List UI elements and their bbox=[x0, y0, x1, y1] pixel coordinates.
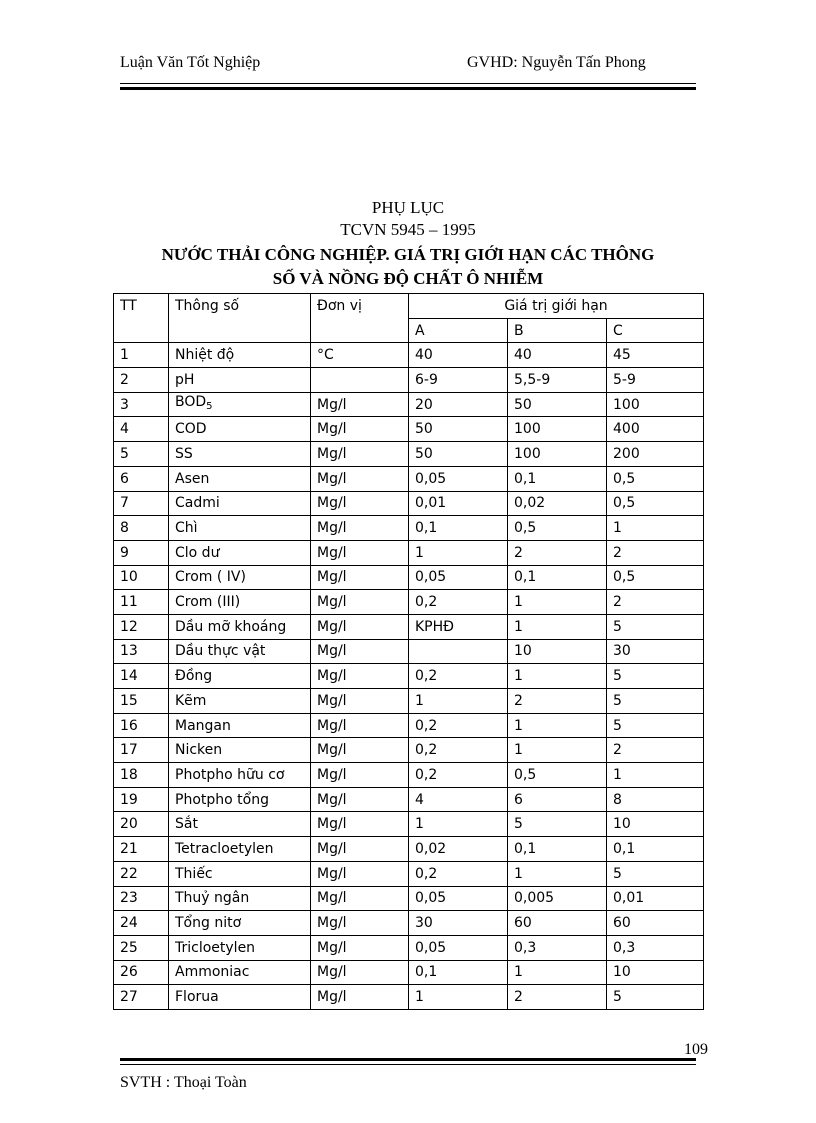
cell-limit-c: 2 bbox=[607, 590, 704, 615]
cell-unit: Mg/l bbox=[311, 837, 409, 862]
table-row bbox=[114, 985, 704, 1010]
header-advisor: GVHD: Nguyễn Tấn Phong bbox=[467, 54, 646, 71]
cell-limit-a: 0,02 bbox=[409, 837, 508, 862]
table-row bbox=[114, 689, 704, 714]
cell-tt: 23 bbox=[114, 886, 169, 911]
header-limit-group: Giá trị giới hạn bbox=[409, 294, 704, 319]
cell-limit-c: 60 bbox=[607, 911, 704, 936]
cell-limit-a: 0,05 bbox=[409, 886, 508, 911]
cell-param: Thiếc bbox=[169, 861, 311, 886]
cell-limit-a: 0,2 bbox=[409, 713, 508, 738]
cell-limit-b: 5 bbox=[508, 812, 607, 837]
cell-limit-b: 40 bbox=[508, 343, 607, 368]
cell-tt: 18 bbox=[114, 763, 169, 788]
cell-limit-b: 1 bbox=[508, 664, 607, 689]
cell-limit-a: 0,2 bbox=[409, 738, 508, 763]
cell-limit-a: 0,2 bbox=[409, 861, 508, 886]
cell-unit: Mg/l bbox=[311, 985, 409, 1010]
header-col-c: C bbox=[607, 318, 704, 343]
cell-limit-c: 8 bbox=[607, 787, 704, 812]
cell-unit: Mg/l bbox=[311, 639, 409, 664]
cell-param: Ammoniac bbox=[169, 960, 311, 985]
cell-limit-b: 0,1 bbox=[508, 466, 607, 491]
cell-tt: 15 bbox=[114, 689, 169, 714]
cell-tt: 9 bbox=[114, 540, 169, 565]
cell-limit-a: 0,05 bbox=[409, 466, 508, 491]
cell-tt: 27 bbox=[114, 985, 169, 1010]
cell-limit-b: 100 bbox=[508, 417, 607, 442]
cell-limit-c: 2 bbox=[607, 540, 704, 565]
cell-unit: Mg/l bbox=[311, 491, 409, 516]
cell-limit-b: 0,3 bbox=[508, 935, 607, 960]
cell-param: Florua bbox=[169, 985, 311, 1010]
appendix-title: PHỤ LỤC bbox=[371, 198, 445, 217]
cell-tt: 3 bbox=[114, 392, 169, 417]
cell-limit-b: 0,5 bbox=[508, 516, 607, 541]
cell-limit-b: 50 bbox=[508, 392, 607, 417]
cell-limit-b: 2 bbox=[508, 689, 607, 714]
table-row bbox=[114, 491, 704, 516]
header-rule-thick bbox=[120, 87, 696, 90]
cell-unit: °C bbox=[311, 343, 409, 368]
cell-limit-c: 5 bbox=[607, 713, 704, 738]
cell-tt: 21 bbox=[114, 837, 169, 862]
document-heading-line2: SỐ VÀ NỒNG ĐỘ CHẤT Ô NHIỄM bbox=[272, 269, 544, 288]
cell-tt: 24 bbox=[114, 911, 169, 936]
cell-limit-a: KPHĐ bbox=[409, 614, 508, 639]
cell-limit-b: 100 bbox=[508, 442, 607, 467]
cell-limit-a: 1 bbox=[409, 540, 508, 565]
cell-limit-c: 0,1 bbox=[607, 837, 704, 862]
cell-limit-c: 10 bbox=[607, 812, 704, 837]
cell-tt: 22 bbox=[114, 861, 169, 886]
cell-limit-b: 2 bbox=[508, 985, 607, 1010]
cell-tt: 1 bbox=[114, 343, 169, 368]
cell-limit-a: 6-9 bbox=[409, 368, 508, 393]
table-row bbox=[114, 343, 704, 368]
cell-param: Tổng nitơ bbox=[169, 911, 311, 936]
cell-unit: Mg/l bbox=[311, 466, 409, 491]
table-row bbox=[114, 466, 704, 491]
cell-unit: Mg/l bbox=[311, 911, 409, 936]
header-unit: Đơn vị bbox=[311, 294, 409, 343]
cell-limit-a: 0,1 bbox=[409, 960, 508, 985]
cell-unit: Mg/l bbox=[311, 417, 409, 442]
cell-limit-a: 1 bbox=[409, 689, 508, 714]
cell-limit-a: 20 bbox=[409, 392, 508, 417]
cell-limit-a: 0,2 bbox=[409, 763, 508, 788]
cell-unit: Mg/l bbox=[311, 713, 409, 738]
cell-limit-c: 10 bbox=[607, 960, 704, 985]
cell-param: Crom (III) bbox=[169, 590, 311, 615]
cell-limit-c: 45 bbox=[607, 343, 704, 368]
cell-limit-b: 10 bbox=[508, 639, 607, 664]
cell-limit-a: 1 bbox=[409, 985, 508, 1010]
cell-unit: Mg/l bbox=[311, 614, 409, 639]
cell-param: Asen bbox=[169, 466, 311, 491]
cell-limit-c: 200 bbox=[607, 442, 704, 467]
cell-tt: 8 bbox=[114, 516, 169, 541]
cell-unit: Mg/l bbox=[311, 787, 409, 812]
cell-tt: 7 bbox=[114, 491, 169, 516]
table-row bbox=[114, 787, 704, 812]
cell-unit: Mg/l bbox=[311, 935, 409, 960]
cell-param: COD bbox=[169, 417, 311, 442]
cell-unit bbox=[311, 368, 409, 393]
cell-unit: Mg/l bbox=[311, 540, 409, 565]
cell-param: Kẽm bbox=[169, 689, 311, 714]
header-col-a: A bbox=[409, 318, 508, 343]
cell-limit-a: 0,2 bbox=[409, 590, 508, 615]
cell-limit-c: 5 bbox=[607, 664, 704, 689]
table-row bbox=[114, 639, 704, 664]
cell-limit-b: 5,5-9 bbox=[508, 368, 607, 393]
header-tt: TT bbox=[114, 294, 169, 343]
cell-limit-c: 1 bbox=[607, 516, 704, 541]
table-row bbox=[114, 713, 704, 738]
cell-param: Dầu thực vật bbox=[169, 639, 311, 664]
cell-unit: Mg/l bbox=[311, 442, 409, 467]
cell-tt: 13 bbox=[114, 639, 169, 664]
cell-param: Photpho tổng bbox=[169, 787, 311, 812]
cell-tt: 25 bbox=[114, 935, 169, 960]
cell-unit: Mg/l bbox=[311, 565, 409, 590]
footer-student: SVTH : Thoại Toàn bbox=[120, 1074, 247, 1091]
table-row bbox=[114, 763, 704, 788]
cell-limit-c: 0,01 bbox=[607, 886, 704, 911]
table-row bbox=[114, 935, 704, 960]
cell-limit-c: 100 bbox=[607, 392, 704, 417]
cell-limit-c: 30 bbox=[607, 639, 704, 664]
cell-limit-b: 1 bbox=[508, 713, 607, 738]
cell-tt: 26 bbox=[114, 960, 169, 985]
table-row bbox=[114, 417, 704, 442]
cell-limit-c: 400 bbox=[607, 417, 704, 442]
cell-tt: 19 bbox=[114, 787, 169, 812]
cell-param: Cadmi bbox=[169, 491, 311, 516]
cell-unit: Mg/l bbox=[311, 590, 409, 615]
cell-unit: Mg/l bbox=[311, 861, 409, 886]
cell-limit-b: 1 bbox=[508, 590, 607, 615]
cell-tt: 17 bbox=[114, 738, 169, 763]
cell-limit-b: 1 bbox=[508, 738, 607, 763]
header-thesis-title: Luận Văn Tốt Nghiệp bbox=[120, 54, 261, 71]
header-col-b: B bbox=[508, 318, 607, 343]
table-row bbox=[114, 614, 704, 639]
standard-code: TCVN 5945 – 1995 bbox=[340, 220, 476, 239]
cell-param bbox=[169, 392, 311, 417]
cell-limit-a: 50 bbox=[409, 442, 508, 467]
cell-limit-c: 0,5 bbox=[607, 466, 704, 491]
cell-limit-c: 5 bbox=[607, 985, 704, 1010]
cell-tt: 5 bbox=[114, 442, 169, 467]
table-row bbox=[114, 837, 704, 862]
cell-limit-c: 0,5 bbox=[607, 565, 704, 590]
param-name: BOD bbox=[175, 394, 207, 411]
cell-param: Tetracloetylen bbox=[169, 837, 311, 862]
cell-limit-a: 0,05 bbox=[409, 935, 508, 960]
table-row bbox=[114, 516, 704, 541]
table-row bbox=[114, 960, 704, 985]
cell-limit-c: 5 bbox=[607, 689, 704, 714]
cell-limit-b: 2 bbox=[508, 540, 607, 565]
cell-limit-a: 40 bbox=[409, 343, 508, 368]
cell-limit-a bbox=[409, 639, 508, 664]
cell-limit-c: 5 bbox=[607, 614, 704, 639]
footer-rule-thin bbox=[120, 1064, 696, 1065]
cell-limit-a: 30 bbox=[409, 911, 508, 936]
cell-param: Tricloetylen bbox=[169, 935, 311, 960]
table-row bbox=[114, 565, 704, 590]
cell-param: Đồng bbox=[169, 664, 311, 689]
cell-limit-c: 0,5 bbox=[607, 491, 704, 516]
cell-unit: Mg/l bbox=[311, 763, 409, 788]
cell-param: SS bbox=[169, 442, 311, 467]
cell-limit-c: 5 bbox=[607, 861, 704, 886]
cell-limit-c: 2 bbox=[607, 738, 704, 763]
table-row bbox=[114, 738, 704, 763]
cell-limit-b: 1 bbox=[508, 614, 607, 639]
cell-limit-b: 1 bbox=[508, 960, 607, 985]
table-row bbox=[114, 664, 704, 689]
cell-limit-b: 0,02 bbox=[508, 491, 607, 516]
cell-limit-a: 1 bbox=[409, 812, 508, 837]
limits-table-body bbox=[114, 294, 704, 1010]
cell-limit-c: 0,3 bbox=[607, 935, 704, 960]
limits-table bbox=[113, 293, 704, 1010]
header-param: Thông số bbox=[169, 294, 311, 343]
cell-param: Sắt bbox=[169, 812, 311, 837]
cell-param: Crom ( IV) bbox=[169, 565, 311, 590]
cell-param: Mangan bbox=[169, 713, 311, 738]
cell-limit-a: 0,1 bbox=[409, 516, 508, 541]
cell-param: Clo dư bbox=[169, 540, 311, 565]
cell-limit-a: 4 bbox=[409, 787, 508, 812]
cell-limit-a: 50 bbox=[409, 417, 508, 442]
cell-tt: 14 bbox=[114, 664, 169, 689]
table-row bbox=[114, 368, 704, 393]
cell-limit-b: 60 bbox=[508, 911, 607, 936]
table-row bbox=[114, 442, 704, 467]
cell-limit-c: 5-9 bbox=[607, 368, 704, 393]
cell-tt: 20 bbox=[114, 812, 169, 837]
cell-unit: Mg/l bbox=[311, 886, 409, 911]
cell-limit-b: 0,1 bbox=[508, 837, 607, 862]
param-subscript: 5 bbox=[206, 401, 213, 413]
cell-tt: 16 bbox=[114, 713, 169, 738]
cell-limit-a: 0,2 bbox=[409, 664, 508, 689]
cell-limit-c: 1 bbox=[607, 763, 704, 788]
cell-limit-a: 0,01 bbox=[409, 491, 508, 516]
cell-tt: 10 bbox=[114, 565, 169, 590]
cell-unit: Mg/l bbox=[311, 812, 409, 837]
cell-param: pH bbox=[169, 368, 311, 393]
cell-tt: 11 bbox=[114, 590, 169, 615]
cell-unit: Mg/l bbox=[311, 960, 409, 985]
cell-unit: Mg/l bbox=[311, 689, 409, 714]
cell-param: Nicken bbox=[169, 738, 311, 763]
cell-tt: 12 bbox=[114, 614, 169, 639]
table-row bbox=[114, 540, 704, 565]
table-row bbox=[114, 861, 704, 886]
cell-unit: Mg/l bbox=[311, 664, 409, 689]
header-rule-thin bbox=[120, 83, 696, 84]
cell-unit: Mg/l bbox=[311, 516, 409, 541]
table-row bbox=[114, 911, 704, 936]
table-row bbox=[114, 886, 704, 911]
cell-tt: 2 bbox=[114, 368, 169, 393]
page-number: 109 bbox=[684, 1041, 708, 1058]
cell-limit-b: 0,1 bbox=[508, 565, 607, 590]
cell-param: Photpho hữu cơ bbox=[169, 763, 311, 788]
cell-limit-b: 0,005 bbox=[508, 886, 607, 911]
cell-limit-a: 0,05 bbox=[409, 565, 508, 590]
cell-limit-b: 1 bbox=[508, 861, 607, 886]
table-row bbox=[114, 590, 704, 615]
table-row bbox=[114, 392, 704, 417]
cell-unit: Mg/l bbox=[311, 738, 409, 763]
cell-param: Nhiệt độ bbox=[169, 343, 311, 368]
cell-param: Dầu mỡ khoáng bbox=[169, 614, 311, 639]
cell-param: Thuỷ ngân bbox=[169, 886, 311, 911]
cell-unit: Mg/l bbox=[311, 392, 409, 417]
cell-param: Chì bbox=[169, 516, 311, 541]
cell-limit-b: 6 bbox=[508, 787, 607, 812]
cell-limit-b: 0,5 bbox=[508, 763, 607, 788]
table-header-row bbox=[114, 294, 704, 319]
table-row bbox=[114, 812, 704, 837]
cell-tt: 6 bbox=[114, 466, 169, 491]
cell-tt: 4 bbox=[114, 417, 169, 442]
document-heading-line1: NƯỚC THẢI CÔNG NGHIỆP. GIÁ TRỊ GIỚI HẠN CÁC THÔNG bbox=[161, 245, 655, 264]
footer-rule-thick bbox=[120, 1058, 696, 1061]
